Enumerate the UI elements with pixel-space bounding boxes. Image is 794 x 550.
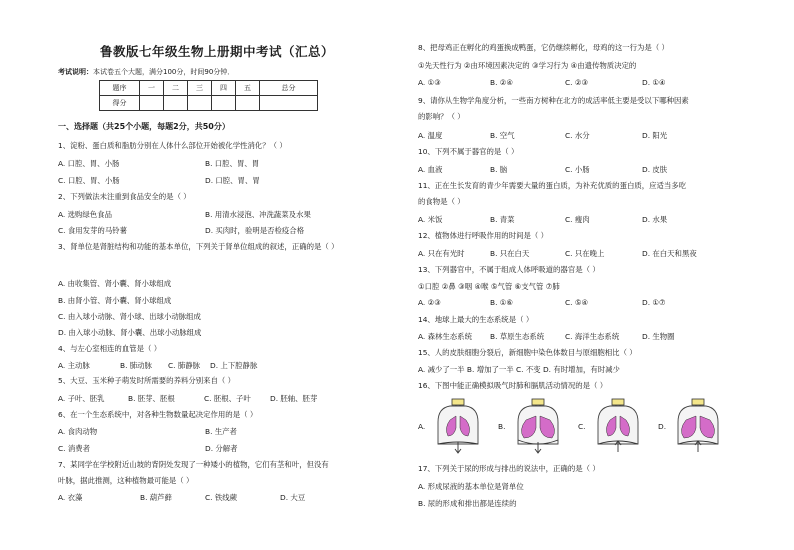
question-7-cont: 叶脉，据此推测，这种植物最可能是（ ） bbox=[58, 476, 194, 485]
option-c[interactable]: C. 只在晚上 bbox=[565, 249, 605, 258]
option-c[interactable]: C. 口腔、胃、小肠 bbox=[58, 176, 120, 185]
option-c[interactable]: C. 小肠 bbox=[565, 165, 590, 174]
question-15: 15、人的皮肤细胞分裂后，新细胞中染色体数目与原细胞相比（ ） bbox=[418, 348, 637, 357]
bell-jar-c bbox=[592, 398, 644, 454]
score-input-cell[interactable] bbox=[260, 96, 318, 111]
option-c[interactable]: C. ②③ bbox=[565, 78, 589, 87]
option-d[interactable]: D. 阳光 bbox=[642, 131, 668, 140]
option-b[interactable]: B. 尿的形成和排出都是连续的 bbox=[418, 499, 517, 508]
option-b[interactable]: B. ①⑥ bbox=[490, 298, 514, 307]
option-b[interactable]: B. 只在白天 bbox=[490, 249, 530, 258]
option-d[interactable]: D. 口腔、胃、胃 bbox=[205, 176, 260, 185]
question-12: 12、植物体进行呼吸作用的时间是（ ） bbox=[418, 231, 549, 240]
score-table-header-row bbox=[100, 81, 318, 96]
question-5: 5、大豆、玉米种子萌发时所需要的养料分别来自（ ） bbox=[58, 376, 236, 385]
option-b[interactable]: B. 葫芦藓 bbox=[140, 493, 172, 502]
bell-jar-b bbox=[512, 398, 564, 454]
option-a[interactable]: A. ②③ bbox=[418, 298, 441, 307]
option-a[interactable]: A. 主动脉 bbox=[58, 361, 90, 370]
exam-note bbox=[58, 67, 234, 77]
question-17: 17、下列关于尿的形成与排出的说法中，正确的是（ ） bbox=[418, 464, 600, 473]
score-cell: 三 bbox=[188, 81, 212, 96]
option-b[interactable]: B. 肺动脉 bbox=[120, 361, 152, 370]
score-input-cell[interactable] bbox=[188, 96, 212, 111]
bell-jar-d bbox=[672, 398, 724, 454]
score-cell: 总分 bbox=[260, 81, 318, 96]
score-cell: 四 bbox=[212, 81, 236, 96]
option-a[interactable]: A. 形成尿液的基本单位是肾单位 bbox=[418, 482, 524, 491]
score-cell: 五 bbox=[236, 81, 260, 96]
option-c[interactable]: C. 胚根、子叶 bbox=[204, 394, 251, 403]
question-9: 9、请你从生物学角度分析，一些南方树种在北方的成活率低主要是受以下哪种因素 bbox=[418, 96, 689, 105]
option-b[interactable]: B. 生产者 bbox=[205, 427, 237, 436]
question-7: 7、某同学在学校附近山坡的背阴处发现了一种矮小的植物，它们有茎和叶，但没有 bbox=[58, 460, 329, 469]
option-d[interactable]: D. 由入球小动脉、肾小囊、出球小动脉组成 bbox=[58, 328, 202, 337]
option-b[interactable]: B. 口腔、胃、胃 bbox=[205, 159, 260, 168]
option-d[interactable]: D. 胚轴、胚芽 bbox=[270, 394, 318, 403]
figure-label-b[interactable]: B. bbox=[498, 422, 506, 431]
option-d[interactable]: D. 在白天和黑夜 bbox=[642, 249, 697, 258]
option-c[interactable]: C. 由入球小动脉、肾小球、出球小动脉组成 bbox=[58, 312, 201, 321]
option-b[interactable]: B. 由肾小管、肾小囊、肾小球组成 bbox=[58, 296, 172, 305]
option-c[interactable]: C. 瘦肉 bbox=[565, 215, 590, 224]
option-b[interactable]: B. 青菜 bbox=[490, 215, 515, 224]
option-d[interactable]: D. 水果 bbox=[642, 215, 668, 224]
option-a[interactable]: A. 温度 bbox=[418, 131, 443, 140]
option-c[interactable]: C. 消费者 bbox=[58, 444, 91, 453]
option-d[interactable]: D. 皮肤 bbox=[642, 165, 668, 174]
score-input-cell[interactable] bbox=[164, 96, 188, 111]
option-a[interactable]: A. 衣藻 bbox=[58, 493, 83, 502]
option-a[interactable]: A. 米饭 bbox=[418, 215, 443, 224]
score-cell: 得分 bbox=[100, 96, 140, 111]
option-c[interactable]: C. 海洋生态系统 bbox=[565, 332, 620, 341]
option-d[interactable]: D. ①④ bbox=[642, 78, 666, 87]
figure-label-a[interactable]: A. bbox=[418, 422, 426, 431]
option-a[interactable]: A. 口腔、胃、小肠 bbox=[58, 159, 120, 168]
option-c[interactable]: C. ⑤④ bbox=[565, 298, 589, 307]
option-a[interactable]: A. 子叶、胚乳 bbox=[58, 394, 105, 403]
section-heading: 一、选择题（共25个小题，每题2分，共50分） bbox=[58, 122, 230, 131]
score-cell: 一 bbox=[140, 81, 164, 96]
question-9-cont: 的影响？（ ） bbox=[418, 112, 465, 121]
score-table-score-row bbox=[100, 96, 318, 111]
option-b[interactable]: B. 草原生态系统 bbox=[490, 332, 545, 341]
score-table bbox=[99, 80, 318, 111]
option-b[interactable]: B. 脑 bbox=[490, 165, 508, 174]
figure-label-c[interactable]: C. bbox=[578, 422, 586, 431]
question-10: 10、下列不属于器官的是（ ） bbox=[418, 147, 519, 156]
option-d[interactable]: D. 买肉时，验明是否检疫合格 bbox=[205, 226, 305, 235]
option-c[interactable]: C. 水分 bbox=[565, 131, 590, 140]
option-c[interactable]: C. 铁线蕨 bbox=[205, 493, 238, 502]
question-16: 16、下图中能正确模拟吸气时肺和膈肌活动情况的是（ ） bbox=[418, 381, 608, 390]
option-d[interactable]: D. 大豆 bbox=[280, 493, 306, 502]
score-cell: 题序 bbox=[100, 81, 140, 96]
question-13: 13、下列器官中，不属于组成人体呼吸道的器官是（ ） bbox=[418, 265, 600, 274]
bell-jar-a bbox=[432, 398, 484, 454]
question-8-statements: ①先天性行为 ②由环境因素决定的 ③学习行为 ④由遗传物质决定的 bbox=[418, 61, 637, 70]
option-c[interactable]: C. 肺静脉 bbox=[168, 361, 201, 370]
question-14: 14、地球上最大的生态系统是（ ） bbox=[418, 315, 534, 324]
option-d[interactable]: D. 上下腔静脉 bbox=[210, 361, 258, 370]
option-a[interactable]: A. 食肉动物 bbox=[58, 427, 98, 436]
option-b[interactable]: B. 空气 bbox=[490, 131, 515, 140]
page-title: 鲁教版七年级生物上册期中考试（汇总） bbox=[100, 44, 335, 59]
option-b[interactable]: B. 用清水浸泡、冲洗蔬菜及水果 bbox=[205, 210, 311, 219]
score-input-cell[interactable] bbox=[212, 96, 236, 111]
question-8: 8、把母鸡正在孵化的鸡蛋换成鸭蛋，它仍继续孵化，母鸡的这一行为是（ ） bbox=[418, 43, 669, 52]
question-15-options[interactable]: A. 减少了一半 B. 增加了一半 C. 不变 D. 有时增加，有时减少 bbox=[418, 365, 620, 374]
question-13-statements: ①口腔 ②鼻 ③咽 ④喉 ⑤气管 ⑥支气管 ⑦肺 bbox=[418, 282, 560, 291]
option-b[interactable]: B. 胚芽、胚根 bbox=[128, 394, 175, 403]
option-a[interactable]: A. 选购绿色食品 bbox=[58, 210, 112, 219]
score-input-cell[interactable] bbox=[140, 96, 164, 111]
option-a[interactable]: A. 森林生态系统 bbox=[418, 332, 472, 341]
question-11-cont: 的食物是（ ） bbox=[418, 197, 465, 206]
option-a[interactable]: A. 血液 bbox=[418, 165, 443, 174]
figure-label-d[interactable]: D. bbox=[658, 422, 667, 431]
option-a[interactable]: A. 只在有光时 bbox=[418, 249, 465, 258]
option-d[interactable]: D. ①⑦ bbox=[642, 298, 666, 307]
score-input-cell[interactable] bbox=[236, 96, 260, 111]
question-3: 3、肾单位是肾脏结构和功能的基本单位，下列关于肾单位组成的叙述，正确的是（ ） bbox=[58, 242, 339, 251]
option-d[interactable]: D. 分解者 bbox=[205, 444, 238, 453]
option-b[interactable]: B. ②④ bbox=[490, 78, 514, 87]
option-a[interactable]: A. 由收集管、肾小囊、肾小球组成 bbox=[58, 279, 172, 288]
question-4: 4、与左心室相连的血管是（ ） bbox=[58, 344, 162, 353]
option-a[interactable]: A. ①③ bbox=[418, 78, 441, 87]
question-6: 6、在一个生态系统中，对各种生物数量起决定作用的是（ ） bbox=[58, 410, 258, 419]
question-11: 11、正在生长发育的青少年需要大量的蛋白质，为补充优质的蛋白质，应适当多吃 bbox=[418, 181, 687, 190]
exam-note-text: 本试卷五个大题，满分100分，时间90分钟． bbox=[93, 68, 235, 76]
bell-jar-figure bbox=[418, 398, 758, 454]
score-cell: 二 bbox=[164, 81, 188, 96]
question-2: 2、下列做法未注重到食品安全的是（ ） bbox=[58, 192, 191, 201]
option-d[interactable]: D. 生物圈 bbox=[642, 332, 675, 341]
question-1: 1、淀粉、蛋白质和脂肪分别在人体什么部位开始被化学性消化？（ ） bbox=[58, 141, 287, 150]
exam-note-label: 考试说明： bbox=[58, 68, 93, 76]
option-c[interactable]: C. 食用发芽的马铃薯 bbox=[58, 226, 127, 235]
